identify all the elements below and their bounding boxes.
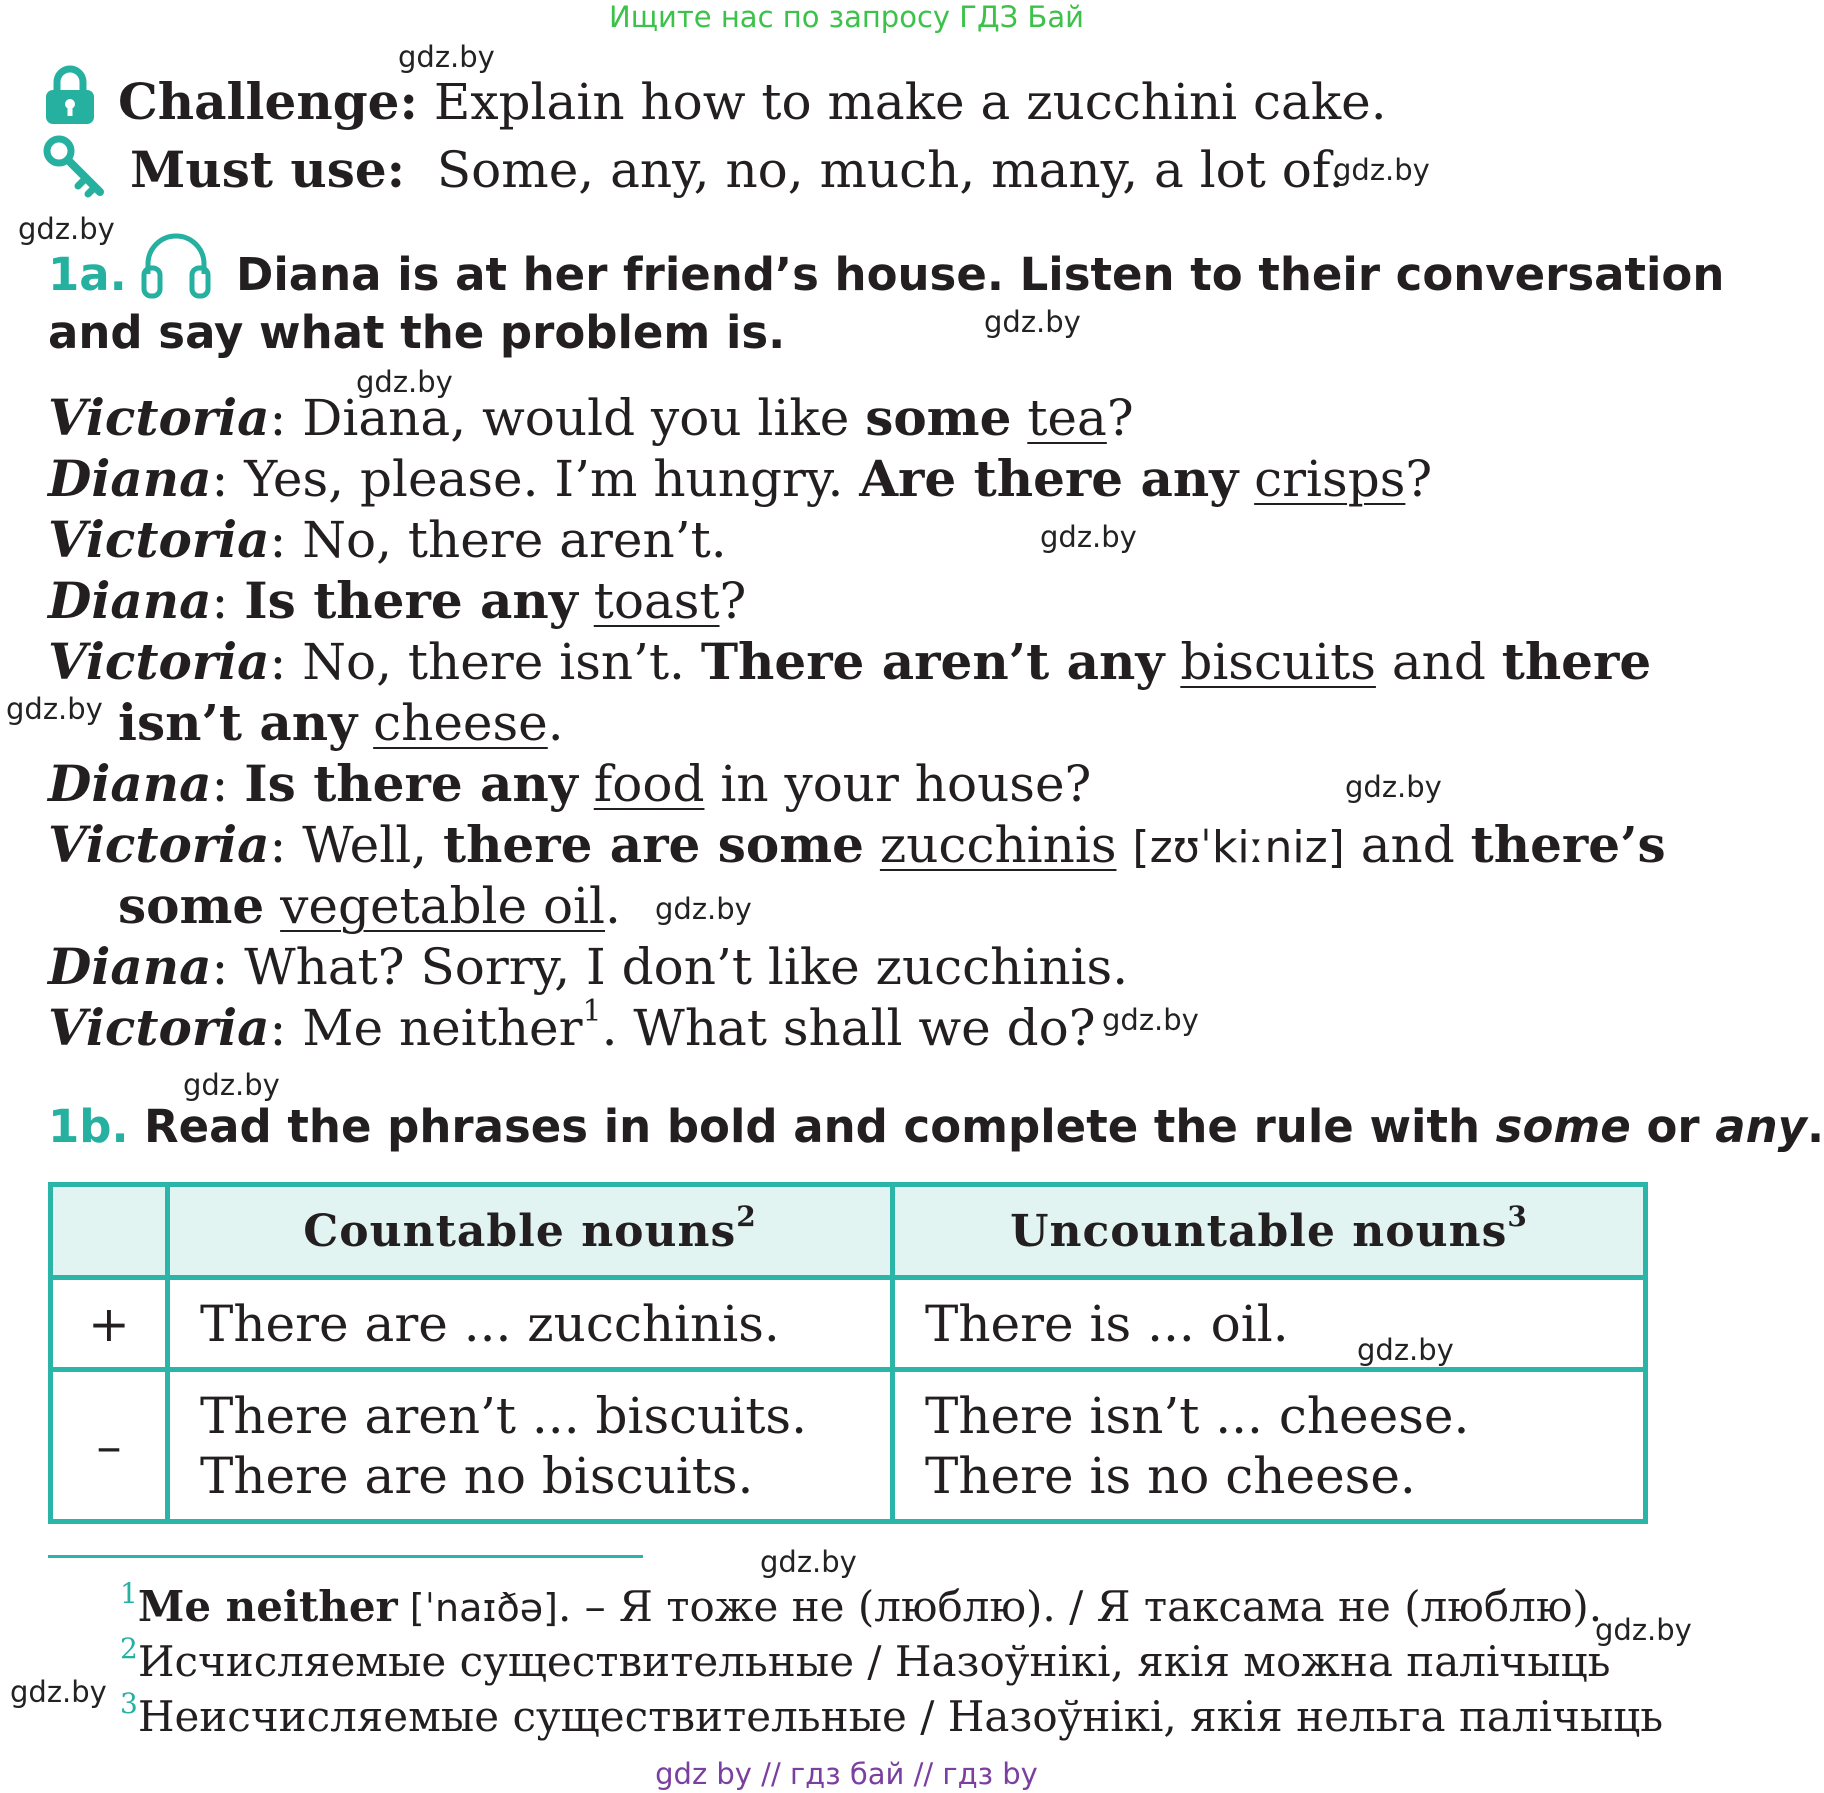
dialogue-text: . xyxy=(547,694,564,752)
rule-table xyxy=(48,1182,1648,1524)
watermark: gdz.by xyxy=(1040,520,1137,554)
watermark: gdz.by xyxy=(1357,1333,1454,1367)
speaker-diana: Diana xyxy=(48,937,212,996)
sign-plus: + xyxy=(51,1278,168,1370)
watermark: gdz.by xyxy=(398,40,495,74)
footnote-marker: 1 xyxy=(582,994,602,1029)
watermark: gdz.by xyxy=(1333,153,1430,187)
watermark: gdz.by xyxy=(984,305,1081,339)
dialogue-line: Diana: Is there any food in your house? xyxy=(48,754,1092,813)
must-use-label: Must use: xyxy=(130,140,406,199)
speaker-victoria: Victoria xyxy=(48,388,270,447)
table-header-row xyxy=(51,1185,1646,1278)
footnote-marker: 2 xyxy=(736,1199,757,1233)
dialogue-line: Victoria: Diana, would you like some tea? xyxy=(48,388,1134,447)
dialogue-line: Victoria: No, there aren’t. xyxy=(48,510,727,569)
exercise-1a-instruction-line1: Diana is at her friend’s house. Listen to their conversation xyxy=(236,248,1725,301)
dialogue-text: . xyxy=(605,877,621,935)
bottom-banner: gdz by // гдз бай // гдз by xyxy=(655,1757,1038,1791)
bold-phrase: some xyxy=(865,388,1012,447)
watermark: gdz.by xyxy=(1102,1003,1199,1037)
dialogue-text: Yes, please. I’m hungry. xyxy=(244,450,860,508)
underlined-noun: tea xyxy=(1027,389,1107,447)
dialogue-line: Diana: Is there any toast? xyxy=(48,571,747,630)
exercise-1a-instruction-line2: and say what the problem is. xyxy=(48,306,786,359)
speaker-diana: Diana xyxy=(48,754,212,813)
bold-phrase: there are some xyxy=(442,815,864,874)
bold-phrase: Are there any xyxy=(859,449,1239,508)
exercise-1a-heading xyxy=(48,248,127,301)
dialogue-text: No, there aren’t. xyxy=(302,511,727,569)
transcription: [zʊˈkiːniz] xyxy=(1132,822,1345,873)
footnote: $^2$Исчисляемые существительные / Назоўнікі, якія можна палічыць xyxy=(120,1632,1611,1686)
must-use-line xyxy=(130,140,1345,199)
table-cell: There are ... zucchinis. xyxy=(168,1278,893,1370)
instruction-text: . xyxy=(1807,1100,1824,1153)
table-header-uncountable: Uncountable nouns$^3$ xyxy=(893,1185,1646,1278)
dialogue-text: and xyxy=(1344,816,1471,874)
dialogue-text: No, there isn’t. xyxy=(302,633,701,691)
footnote: $^3$Неисчисляемые существительные / Назоўнікі, якія нельга палічыць xyxy=(120,1687,1664,1741)
challenge-text: Explain how to make a zucchini cake. xyxy=(433,73,1387,131)
underlined-noun: zucchinis xyxy=(879,816,1117,874)
challenge-line xyxy=(118,72,1387,131)
bold-phrase: Is there any xyxy=(244,571,578,630)
table-cell: There aren’t ... biscuits. There are no biscuits. xyxy=(168,1370,893,1522)
challenge-label: Challenge: xyxy=(118,72,418,131)
footnote: $^1$Me neither [ˈnaɪðə]. – Я тоже не (люблю). / Я таксама не (люблю). xyxy=(120,1577,1603,1631)
dialogue-text: ? xyxy=(719,572,747,630)
dialogue-text: ? xyxy=(1405,450,1433,508)
dialogue-text: ? xyxy=(1106,389,1134,447)
dialogue-text: Well, xyxy=(302,816,443,874)
table-row xyxy=(51,1278,1646,1370)
key-icon xyxy=(44,136,106,198)
bold-phrase: some xyxy=(118,876,265,935)
instruction-text: Read the phrases in bold and complete the rule with xyxy=(144,1100,1496,1153)
instruction-text: or xyxy=(1630,1100,1716,1153)
watermark: gdz.by xyxy=(1345,770,1442,804)
lock-icon xyxy=(44,64,96,126)
watermark: gdz.by xyxy=(655,892,752,926)
dialogue-line: Diana: Yes, please. I’m hungry. Are there any crisps? xyxy=(48,449,1433,508)
table-header-countable: Countable nouns$^2$ xyxy=(168,1185,893,1278)
speaker-victoria: Victoria xyxy=(48,998,270,1057)
headphones-icon xyxy=(140,230,212,298)
watermark: gdz.by xyxy=(6,692,103,726)
dialogue-line xyxy=(118,693,564,752)
table-row xyxy=(51,1370,1646,1522)
table-cell: There isn’t ... cheese. There is no cheese. xyxy=(893,1370,1646,1522)
underlined-noun: toast xyxy=(593,572,720,630)
dialogue-line: Victoria: Well, there are some zucchinis [zʊˈkiːniz] and there’s xyxy=(48,815,1666,874)
watermark: gdz.by xyxy=(18,212,115,246)
instruction-italic: any xyxy=(1715,1100,1807,1153)
bold-phrase: Is there any xyxy=(244,754,578,813)
bold-phrase: there xyxy=(1501,632,1652,691)
dialogue-line: Victoria: No, there isn’t. There aren’t any biscuits and there xyxy=(48,632,1652,691)
dialogue-line: Diana: What? Sorry, I don’t like zucchinis. xyxy=(48,937,1129,996)
dialogue-text: . What shall we do? xyxy=(601,999,1096,1057)
watermark: gdz.by xyxy=(1595,1613,1692,1647)
table-corner-cell xyxy=(51,1185,168,1278)
underlined-noun: vegetable oil xyxy=(280,877,606,935)
dialogue-line xyxy=(118,876,621,935)
dialogue-text: and xyxy=(1375,633,1502,691)
must-use-text: Some, any, no, much, many, a lot of. xyxy=(436,141,1345,199)
bold-phrase: There aren’t any xyxy=(700,632,1165,691)
watermark: gdz.by xyxy=(356,365,453,399)
speaker-diana: Diana xyxy=(48,449,212,508)
footnote-marker: 3 xyxy=(1507,1199,1528,1233)
dialogue-line: Victoria: Me neither$^1$. What shall we do? xyxy=(48,994,1096,1057)
watermark: gdz.by xyxy=(10,1675,107,1709)
underlined-noun: cheese xyxy=(373,694,548,752)
top-banner: Ищите нас по запросу ГДЗ Бай xyxy=(609,0,1084,34)
dialogue-text: Me neither xyxy=(302,999,583,1057)
underlined-noun: food xyxy=(593,755,705,813)
speaker-victoria: Victoria xyxy=(48,510,270,569)
sign-minus: – xyxy=(51,1370,168,1522)
instruction-italic: some xyxy=(1495,1100,1631,1153)
speaker-diana: Diana xyxy=(48,571,212,630)
underlined-noun: biscuits xyxy=(1180,633,1376,691)
exercise-number: 1b. xyxy=(48,1100,129,1153)
dialogue-text: in your house? xyxy=(704,755,1092,813)
exercise-1b-instruction xyxy=(144,1100,1824,1153)
underlined-noun: crisps xyxy=(1254,450,1406,508)
bold-phrase: isn’t any xyxy=(118,693,358,752)
dialogue-text: Diana, would you like xyxy=(302,389,866,447)
bold-phrase: there’s xyxy=(1470,815,1666,874)
exercise-1b-heading xyxy=(48,1100,129,1153)
dialogue-text: What? Sorry, I don’t like zucchinis. xyxy=(244,938,1129,996)
table-cell: There is ... oil. xyxy=(893,1278,1646,1370)
footnote-divider xyxy=(48,1555,643,1558)
watermark: gdz.by xyxy=(760,1545,857,1579)
exercise-number: 1a. xyxy=(48,248,127,301)
speaker-victoria: Victoria xyxy=(48,632,270,691)
speaker-victoria: Victoria xyxy=(48,815,270,874)
watermark: gdz.by xyxy=(183,1068,280,1102)
